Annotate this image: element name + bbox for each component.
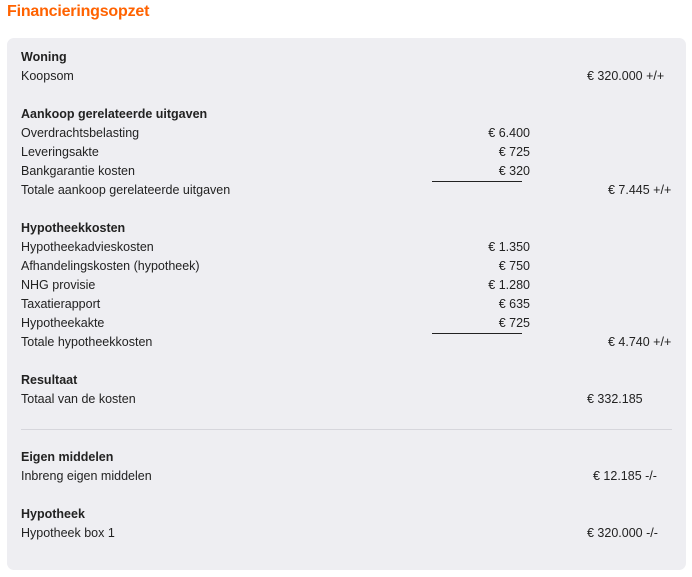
koopsom-row — [21, 67, 681, 86]
cost-item-row — [21, 295, 681, 314]
cost-item-row — [21, 143, 681, 162]
section-heading-label: Eigen middelen — [21, 450, 114, 464]
section-heading-label: Hypotheekkosten — [21, 221, 126, 235]
cost-item-row — [21, 238, 681, 257]
financing-overview-panel — [7, 38, 686, 570]
own-funds-row — [21, 467, 681, 486]
row-total: € 332.185 — [587, 392, 643, 406]
row-label: NHG provisie — [21, 278, 96, 292]
section-heading-resultaat — [21, 371, 681, 390]
row-amount: € 320 — [498, 164, 530, 178]
row-label: Koopsom — [21, 69, 74, 83]
row-label: Inbreng eigen middelen — [21, 469, 152, 483]
row-amount: € 6.400 — [488, 126, 530, 140]
row-total: € 320.000 +/+ — [587, 69, 665, 83]
cost-item-row — [21, 314, 681, 333]
section-heading-hypotheek — [21, 505, 681, 524]
row-label: Hypotheekadvieskosten — [21, 240, 154, 254]
row-amount: € 725 — [498, 145, 530, 159]
row-label: Overdrachtsbelasting — [21, 126, 140, 140]
row-label: Totale hypotheekkosten — [21, 335, 153, 349]
section-heading-eigen-middelen — [21, 448, 681, 467]
cost-item-row — [21, 124, 681, 143]
cost-item-row — [21, 257, 681, 276]
row-label: Taxatierapport — [21, 297, 101, 311]
row-label: Totale aankoop gerelateerde uitgaven — [21, 183, 231, 197]
total-costs-row — [21, 390, 681, 409]
row-amount: € 635 — [498, 297, 530, 311]
row-amount: € 750 — [498, 259, 530, 273]
section-heading-label: Hypotheek — [21, 507, 85, 521]
section-heading-hypotheekkosten — [21, 219, 681, 238]
subtotal-row — [21, 181, 681, 200]
subtotal-row — [21, 333, 681, 352]
row-total: € 12.185 -/- — [593, 469, 657, 483]
row-amount: € 725 — [498, 316, 530, 330]
row-label: Hypotheek box 1 — [21, 526, 115, 540]
section-heading-label: Resultaat — [21, 373, 78, 387]
section-heading-woning — [21, 48, 681, 67]
mortgage-row — [21, 524, 681, 543]
row-label: Hypotheekakte — [21, 316, 105, 330]
row-label: Totaal van de kosten — [21, 392, 136, 406]
row-label: Afhandelingskosten (hypotheek) — [21, 259, 200, 273]
row-total: € 4.740 +/+ — [608, 335, 672, 349]
row-label: Leveringsakte — [21, 145, 99, 159]
cost-item-row — [21, 276, 681, 295]
row-total: € 320.000 -/- — [587, 526, 658, 540]
row-label: Bankgarantie kosten — [21, 164, 135, 178]
cost-item-row — [21, 162, 681, 181]
row-amount: € 1.350 — [488, 240, 530, 254]
section-divider — [21, 429, 672, 430]
row-total: € 7.445 +/+ — [608, 183, 672, 197]
section-heading-label: Aankoop gerelateerde uitgaven — [21, 107, 208, 121]
section-heading-aankoop — [21, 105, 681, 124]
section-heading-label: Woning — [21, 50, 67, 64]
row-amount: € 1.280 — [488, 278, 530, 292]
page-title: Financieringsopzet — [7, 3, 150, 20]
